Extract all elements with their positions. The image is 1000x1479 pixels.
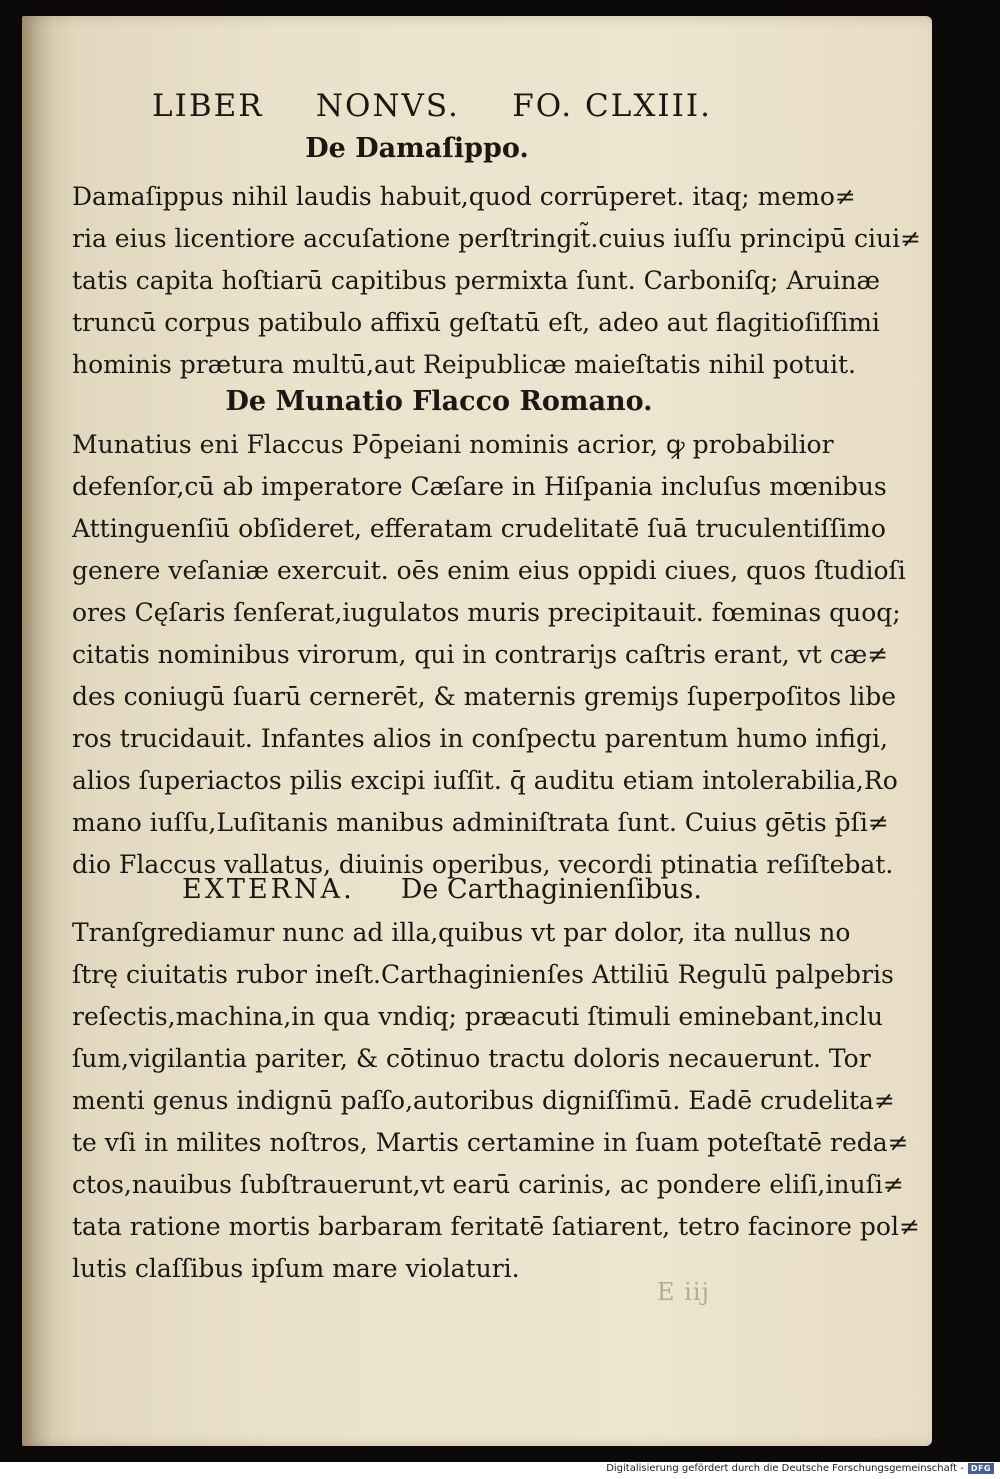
section-heading-externa [182, 874, 702, 905]
text-line: lutis claſſibus ipſum mare violaturi. [72, 1254, 520, 1283]
text-line: genere veſaniæ exercuit. oēs enim eius oppidi ciues, quos ſtudioſi [72, 556, 906, 585]
dfg-logo: DFG [968, 1463, 994, 1474]
text-line: citatis nominibus virorum, qui in contrariȷs caſtris erant, vt cæ≠ [72, 640, 889, 669]
text-line: tata ratione mortis barbaram feritatē ſatiarent, tetro facinore pol≠ [72, 1212, 920, 1241]
text-line: Munatius eni Flaccus Pōpeiani nominis acrior, ꝙ probabilior [72, 430, 834, 459]
text-line: Tranſgrediamur nunc ad illa,quibus vt par dolor, ita nullus no [72, 918, 851, 947]
section-heading-damasippo: De Damaſippo. [305, 133, 529, 164]
text-line: Damaſippus nihil laudis habuit,quod corrūperet. itaq; memo≠ [72, 182, 856, 211]
text-line: ros trucidauit. Infantes alios in conſpectu parentum humo infigi, [72, 724, 888, 753]
text-line: defenſor,cū ab imperatore Cæſare in Hiſpania incluſus mœnibus [72, 472, 887, 501]
folio-number: FO. CLXIII. [512, 88, 712, 124]
text-line: Attinguenſiū obſideret, efferatam crudelitatē ſuā truculentiſſimo [72, 514, 886, 543]
footer-credit [606, 1463, 994, 1474]
gutter-shadow [22, 16, 52, 1446]
text-line: te vſi in milites noſtros, Martis certamine in ſuam poteſtatē reda≠ [72, 1128, 909, 1157]
running-head-title: NONVS. [315, 88, 460, 124]
text-line: reſectis,machina,in qua vndiq; præacuti ſtimuli eminebant,inclu [72, 1002, 883, 1031]
text-line: hominis prætura multū,aut Reipublicæ maieſtatis nihil potuit. [72, 350, 856, 379]
footer-credit-text: Digitalisierung gefördert durch die Deutsche Forschungsgemeinschaft - [606, 1463, 964, 1474]
text-line: ores Cęſaris ſenſerat,iugulatos muris precipitauit. fœminas quoq; [72, 598, 901, 627]
text-line: dio Flaccus vallatus, diuinis operibus, vecordi ptinatia reſiſtebat. [72, 850, 894, 879]
section-heading-munatio: De Munatio Flacco Romano. [225, 386, 653, 417]
running-head-book: LIBER [152, 88, 264, 124]
paragraph-damasippo [72, 176, 922, 386]
paragraph-carthaginienses [72, 912, 920, 1290]
externa-title: De Carthaginienſibus. [400, 874, 702, 905]
running-head [152, 88, 712, 124]
book-page [22, 16, 932, 1446]
text-line: truncū corpus patibulo affixū geſtatū eſt, adeo aut flagitioſiſſimi [72, 308, 880, 337]
text-line: ſtrę ciuitatis rubor ineſt.Carthaginienſes Attiliū Regulū palpebris [72, 960, 894, 989]
text-line: tatis capita hoſtiarū capitibus permixta ſunt. Carboniſq; Aruinæ [72, 266, 881, 295]
paragraph-munatio [72, 424, 906, 886]
text-line: ſum,vigilantia pariter, & cōtinuo tractu doloris necauerunt. Tor [72, 1044, 871, 1073]
text-line: mano iuſſu,Luſitanis manibus adminiſtrata ſunt. Cuius gētis p̄ſi≠ [72, 808, 889, 837]
text-line: ctos,nauibus ſubſtrauerunt,vt earū carinis, ac pondere eliſi,inuſi≠ [72, 1170, 904, 1199]
text-line: ria eius licentiore accuſatione perſtringit̃.cuius iuſſu principū ciui≠ [72, 224, 922, 253]
text-line: des coniugū ſuarū cernerēt, & maternis gremiȷs ſuperpoſitos libe [72, 682, 896, 711]
externa-label: EXTERNA. [182, 874, 355, 905]
signature-mark: E iij [657, 1278, 710, 1306]
text-line: menti genus indignū paſſo,autoribus digniſſimū. Eadē crudelita≠ [72, 1086, 895, 1115]
text-line: alios ſuperiactos pilis excipi iuſſit. q̄ auditu etiam intolerabilia,Ro [72, 766, 898, 795]
